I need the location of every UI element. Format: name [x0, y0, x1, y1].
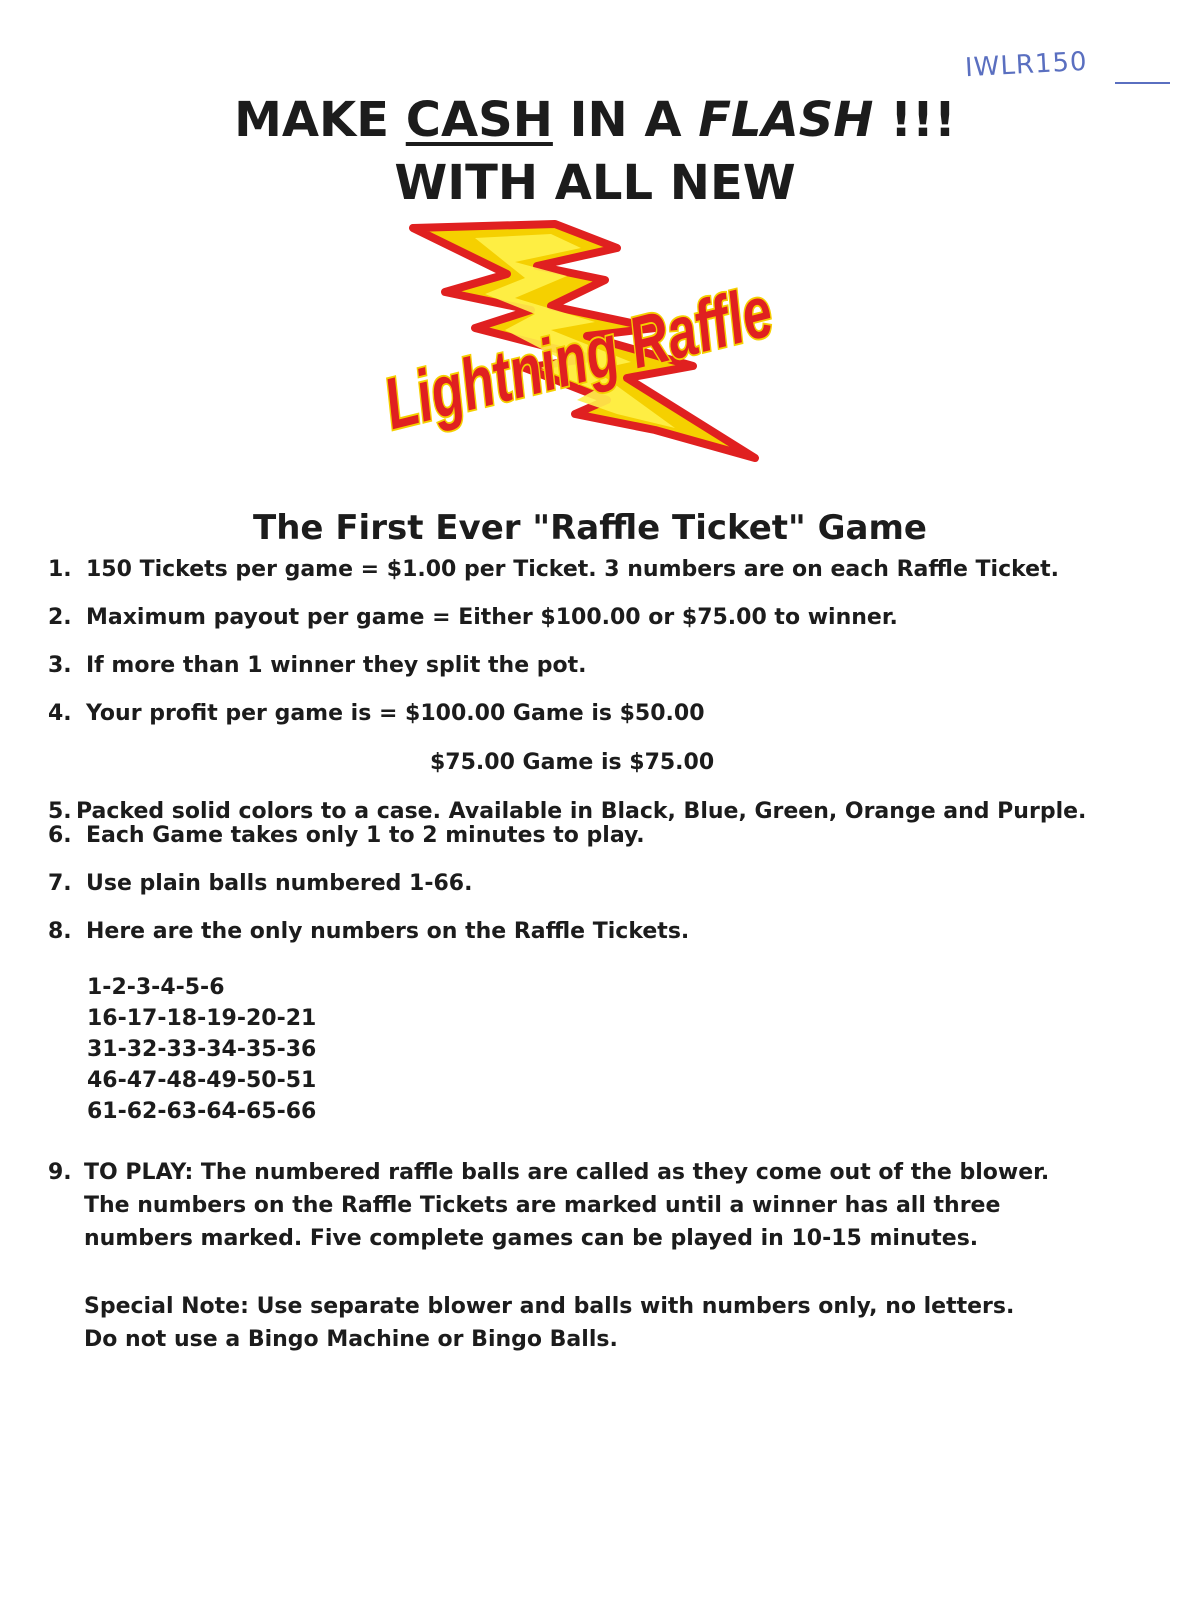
headline-cash: CASH	[405, 92, 553, 148]
headline-pre: MAKE	[234, 92, 406, 148]
item-8-text: Here are the only numbers on the Raffle Tickets.	[86, 919, 690, 944]
item-5-number: 5.	[48, 799, 72, 824]
number-row: 46-47-48-49-50-51	[87, 1068, 317, 1093]
headline-flash: FLASH	[698, 92, 874, 148]
headline-line-1	[0, 92, 1190, 148]
headline-post: !!!	[873, 92, 956, 148]
item-2-number: 2.	[48, 605, 72, 630]
number-row: 61-62-63-64-65-66	[87, 1099, 317, 1124]
to-play-line-1: TO PLAY: The numbered raffle balls are called as they come out of the blower.	[84, 1160, 1050, 1185]
special-note-line-2: Do not use a Bingo Machine or Bingo Balls.	[84, 1327, 618, 1352]
logo-text: Lightning Raffle	[376, 271, 781, 446]
lightning-raffle-logo	[355, 218, 795, 488]
item-7-number: 7.	[48, 871, 72, 896]
handwritten-underline	[1115, 82, 1170, 84]
item-1-number: 1.	[48, 557, 72, 582]
number-row: 1-2-3-4-5-6	[87, 975, 225, 1000]
item-9-number: 9.	[48, 1160, 72, 1185]
item-5-text: Packed solid colors to a case. Available in Black, Blue, Green, Orange and Purple.	[76, 799, 1087, 824]
item-3-number: 3.	[48, 653, 72, 678]
item-6-text: Each Game takes only 1 to 2 minutes to play.	[86, 823, 645, 848]
number-row: 31-32-33-34-35-36	[87, 1037, 317, 1062]
to-play-line-2: The numbers on the Raffle Tickets are marked until a winner has all three	[84, 1193, 1001, 1218]
item-4-continuation: $75.00 Game is $75.00	[430, 750, 715, 775]
item-8-number: 8.	[48, 919, 72, 944]
item-7-text: Use plain balls numbered 1-66.	[86, 871, 473, 896]
item-4-number: 4.	[48, 701, 72, 726]
item-2-text: Maximum payout per game = Either $100.00 or $75.00 to winner.	[86, 605, 898, 630]
to-play-line-3: numbers marked. Five complete games can be played in 10-15 minutes.	[84, 1226, 979, 1251]
item-3-text: If more than 1 winner they split the pot.	[86, 653, 587, 678]
handwritten-note: IWLR150	[964, 46, 1089, 84]
item-4-text: Your profit per game is = $100.00 Game is $50.00	[86, 701, 705, 726]
subtitle: The First Ever "Raffle Ticket" Game	[253, 508, 927, 548]
number-row: 16-17-18-19-20-21	[87, 1006, 317, 1031]
headline-line-2: WITH ALL NEW	[394, 155, 796, 211]
special-note-line-1: Special Note: Use separate blower and balls with numbers only, no letters.	[84, 1294, 1015, 1319]
headline-mid: IN A	[552, 92, 699, 148]
item-1-text: 150 Tickets per game = $1.00 per Ticket. 3 numbers are on each Raffle Ticket.	[86, 557, 1059, 582]
item-6-number: 6.	[48, 823, 72, 848]
